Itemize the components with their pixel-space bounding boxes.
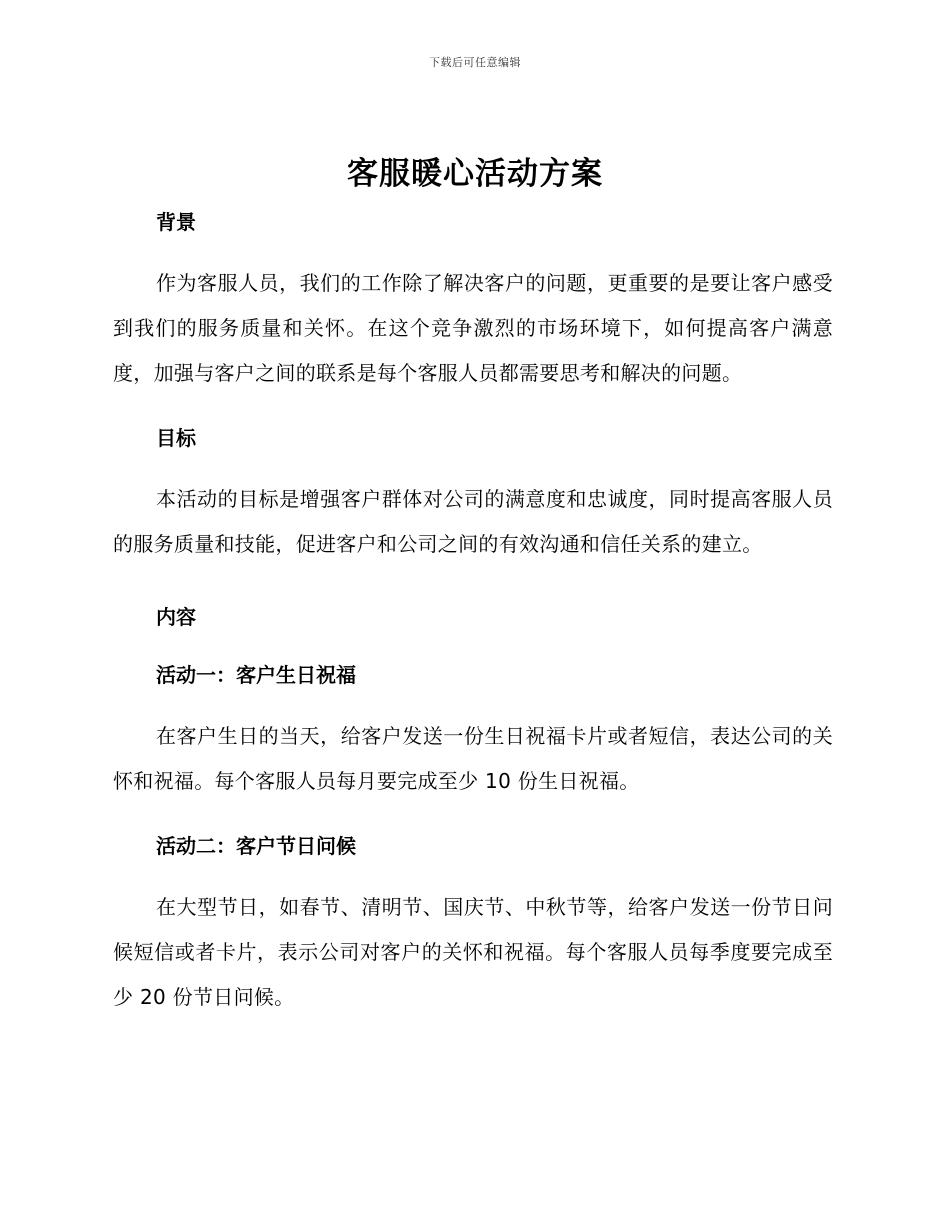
section-paragraph-background: 作为客服人员，我们的工作除了解决客户的问题，更重要的是要让客户感受到我们的服务质量和关怀。在这个竞争激烈的市场环境下，如何提高客户满意度，加强与客户之间的联系是每个客服人员都需要思考和解决的问题。 xyxy=(113,271,833,385)
document-body xyxy=(113,205,833,1020)
section-heading-background: 背景 xyxy=(156,210,196,234)
section-heading-activity2: 活动二：客户节日问候 xyxy=(156,834,356,858)
section-heading-content: 内容 xyxy=(156,605,196,629)
section-paragraph-activity2: 在大型节日，如春节、清明节、国庆节、中秋节等，给客户发送一份节日问候短信或者卡片，表示公司对客户的关怀和祝福。每个客服人员每季度要完成至少 20 份节日问候。 xyxy=(113,895,833,1009)
document-title: 客服暖心活动方案 xyxy=(347,156,603,192)
section-heading-goal: 目标 xyxy=(156,426,196,450)
header-note: 下载后可任意编辑 xyxy=(429,56,521,69)
section-paragraph-goal: 本活动的目标是增强客户群体对公司的满意度和忠诚度，同时提高客服人员的服务质量和技能，促进客户和公司之间的有效沟通和信任关系的建立。 xyxy=(113,487,833,556)
section-paragraph-activity1: 在客户生日的当天，给客户发送一份生日祝福卡片或者短信，表达公司的关怀和祝福。每个客服人员每月要完成至少 10 份生日祝福。 xyxy=(113,724,833,793)
section-heading-activity1: 活动一：客户生日祝福 xyxy=(156,663,356,687)
